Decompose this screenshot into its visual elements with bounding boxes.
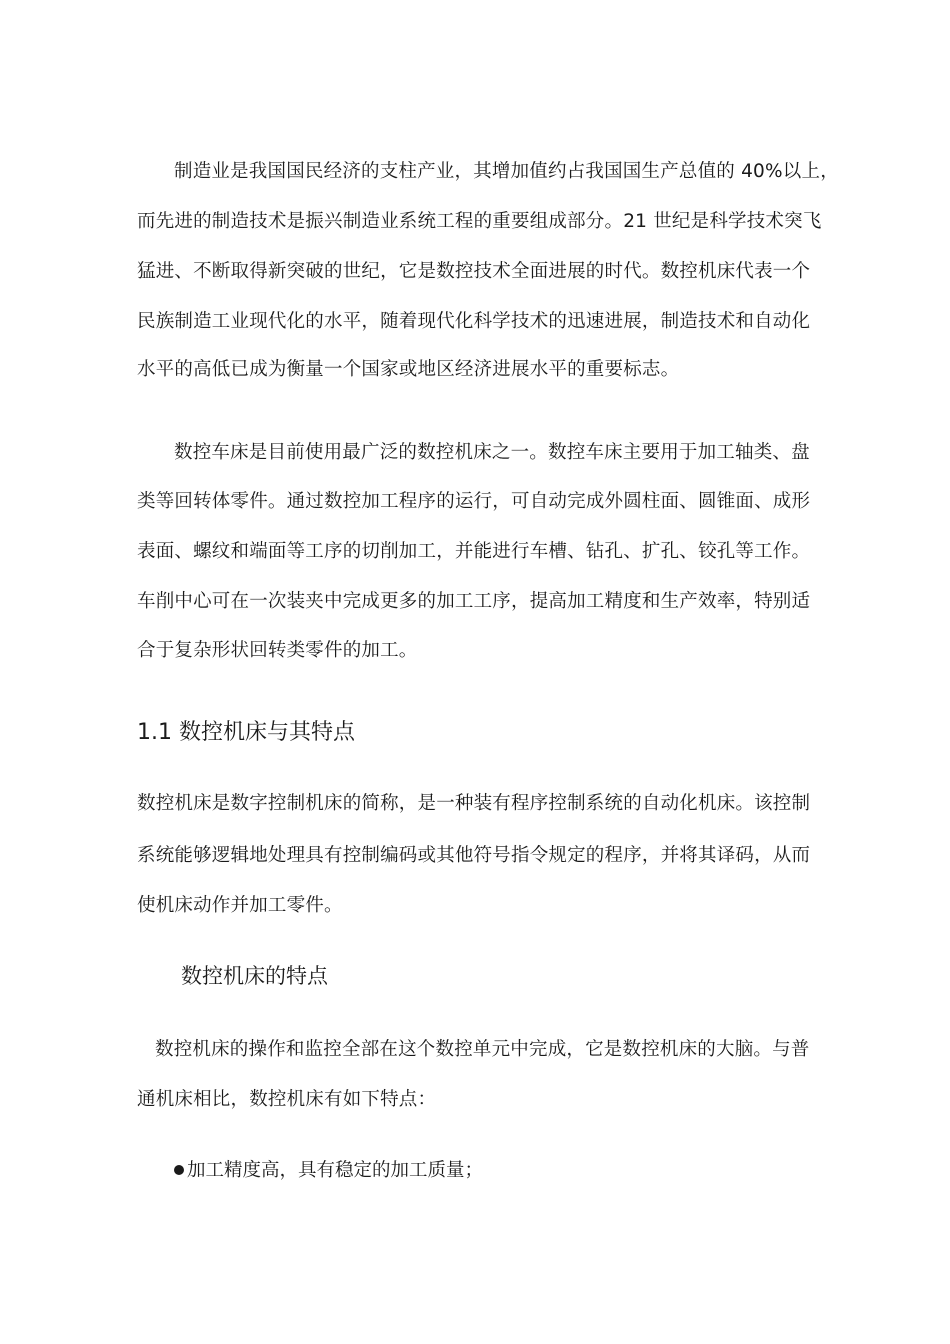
subsection-heading: 数控机床的特点 (181, 964, 328, 988)
bullet-item (174, 1158, 483, 1184)
paragraph1-line-3: 猛进、不断取得新突破的世纪，它是数控技术全面进展的时代。数控机床代表一个 (137, 261, 811, 282)
paragraph1-line-4: 民族制造工业现代化的水平，随着现代化科学技术的迅速进展，制造技术和自动化 (137, 311, 811, 332)
paragraph2-line-2: 类等回转体零件。通过数控加工程序的运行，可自动完成外圆柱面、圆锥面、成形 (137, 491, 811, 512)
paragraph2-line-5: 合于复杂形状回转类零件的加工。 (137, 640, 418, 661)
bullet-item-text: 加工精度高，具有稳定的加工质量； (187, 1160, 484, 1181)
section-heading: 1.1 数控机床与其特点 (137, 720, 355, 745)
paragraph4-line-1: 数控机床的操作和监控全部在这个数控单元中完成，它是数控机床的大脑。与普 (155, 1039, 810, 1060)
paragraph1-line-5: 水平的高低已成为衡量一个国家或地区经济进展水平的重要标志。 (137, 359, 680, 380)
paragraph2-line-3: 表面、螺纹和端面等工序的切削加工，并能进行车槽、钻孔、扩孔、铰孔等工作。 (137, 541, 811, 562)
paragraph2-line-1: 数控车床是目前使用最广泛的数控机床之一。数控车床主要用于加工轴类、盘 (174, 442, 810, 463)
bullet-dot-icon (174, 1165, 184, 1175)
paragraph1-line-1: 制造业是我国国民经济的支柱产业，其增加值约占我国国生产总值的 40%以上， (174, 161, 839, 182)
paragraph2-line-4: 车削中心可在一次装夹中完成更多的加工工序，提高加工精度和生产效率，特别适 (137, 591, 811, 612)
paragraph3-line-2: 系统能够逻辑地处理具有控制编码或其他符号指令规定的程序，并将其译码，从而 (137, 845, 811, 866)
paragraph3-line-3: 使机床动作并加工零件。 (137, 895, 343, 916)
paragraph1-line-2: 而先进的制造技术是振兴制造业系统工程的重要组成部分。21 世纪是科学技术突飞 (137, 211, 822, 232)
paragraph4-line-2: 通机床相比，数控机床有如下特点： (137, 1089, 437, 1110)
paragraph3-line-1: 数控机床是数字控制机床的简称，是一种装有程序控制系统的自动化机床。该控制 (137, 793, 811, 814)
